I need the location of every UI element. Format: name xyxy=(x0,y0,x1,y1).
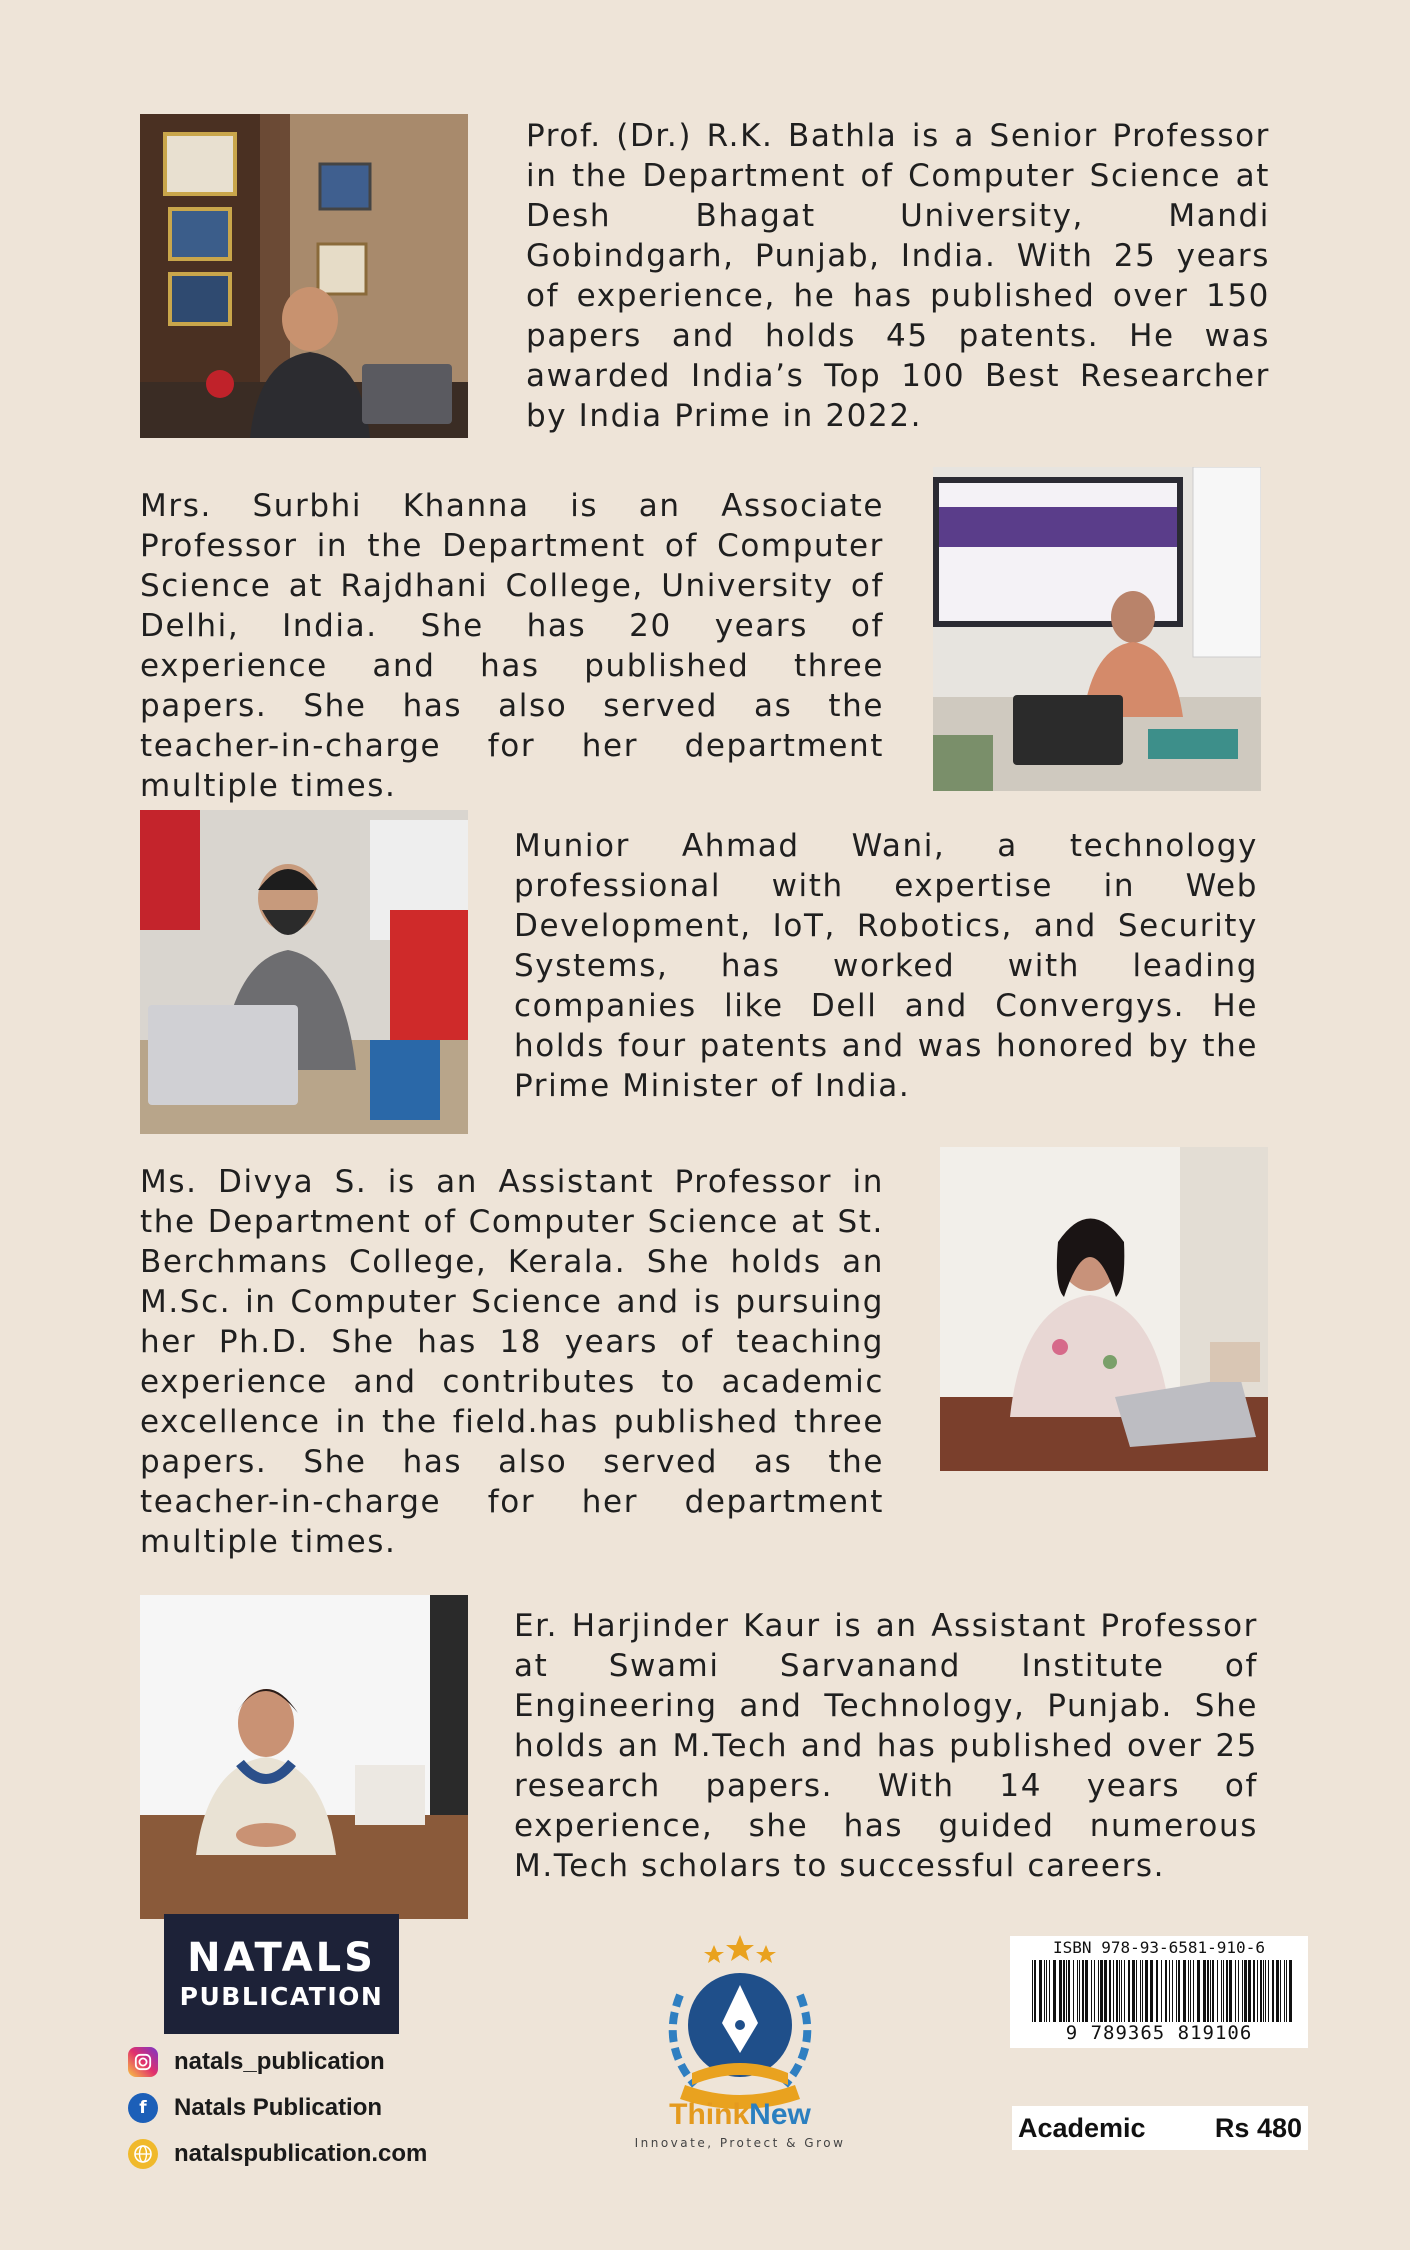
price-tag xyxy=(1012,2106,1308,2150)
isbn-digits: 9 789365 819106 xyxy=(1010,2022,1308,2044)
author-bio-wani: Munior Ahmad Wani, a technology professional with expertise in Web Development, IoT, Robotics, and Security Systems, has worked with leading companies like Dell and Convergys. He holds four patents and was honored by the Prime Minister of India. xyxy=(514,828,1258,1104)
author-bio-khanna: Mrs. Surbhi Khanna is an Associate Professor in the Department of Computer Science at Rajdhani College, University of Delhi, India. She has 20 years of experience and has published three papers. She has also served as the teacher-in-charge for her department multiple times. xyxy=(140,488,884,804)
author-photo-bathla-image xyxy=(140,114,468,438)
author-bio-divya: Ms. Divya S. is an Assistant Professor in the Department of Computer Science at St. Berchmans College, Kerala. She holds an M.Sc. in Computer Science and is pursuing her Ph.D. She has 18 years of teaching experience and contributes to academic excellence in the field.has published three papers. She has also served as the teacher-in-charge for her department multiple times. xyxy=(140,1164,884,1560)
instagram-handle[interactable] xyxy=(128,2045,385,2079)
isbn-barcode xyxy=(1010,1936,1308,2048)
instagram-handle-text: natals_publication xyxy=(174,2048,385,2075)
author-photo-kaur-image xyxy=(140,1595,468,1919)
website-link[interactable] xyxy=(128,2137,427,2171)
natals-publication-logo xyxy=(164,1914,399,2034)
author-photo-wani xyxy=(140,810,468,1134)
author-photo-khanna-image xyxy=(933,467,1261,791)
facebook-page-text: Natals Publication xyxy=(174,2094,383,2121)
author-bio-bathla: Prof. (Dr.) R.K. Bathla is a Senior Professor in the Department of Computer Science at Desh Bhagat University, Mandi Gobindgarh, Punjab, India. With 25 years of experience, he has published over 150 papers and holds 45 patents. He was awarded India’s Top 100 Best Researcher by India Prime in 2022. xyxy=(526,118,1270,434)
globe-icon xyxy=(128,2139,158,2169)
natals-logo-line1: NATALS xyxy=(187,1935,376,1981)
isbn-label: ISBN 978-93-6581-910-6 xyxy=(1053,1938,1265,1957)
thinknew-word-new: New xyxy=(749,2098,811,2131)
thinknew-wordmark xyxy=(600,2098,880,2132)
facebook-page[interactable] xyxy=(128,2091,382,2125)
price-amount: Rs 480 xyxy=(1214,2112,1302,2143)
instagram-icon xyxy=(128,2047,158,2077)
thinknew-word-think: Think xyxy=(669,2098,750,2131)
author-photo-divya-image xyxy=(940,1147,1268,1471)
author-photo-divya xyxy=(940,1147,1268,1471)
website-link-text: natalspublication.com xyxy=(174,2140,428,2167)
facebook-icon: f xyxy=(128,2093,158,2123)
author-photo-bathla xyxy=(140,114,468,438)
author-photo-khanna xyxy=(933,467,1261,791)
natals-logo-line2: PUBLICATION xyxy=(179,1982,384,2011)
author-bio-kaur: Er. Harjinder Kaur is an Assistant Professor at Swami Sarvanand Institute of Engineering and Technology, Punjab. She holds an M.Tech and has published over 25 research papers. With 14 years of experience, she has guided numerous M.Tech scholars to successful careers. xyxy=(514,1608,1258,1884)
author-photo-wani-image xyxy=(140,810,468,1134)
thinknew-tagline: Innovate, Protect & Grow xyxy=(634,2136,846,2150)
price-category: Academic xyxy=(1018,2112,1146,2143)
author-photo-kaur xyxy=(140,1595,468,1919)
